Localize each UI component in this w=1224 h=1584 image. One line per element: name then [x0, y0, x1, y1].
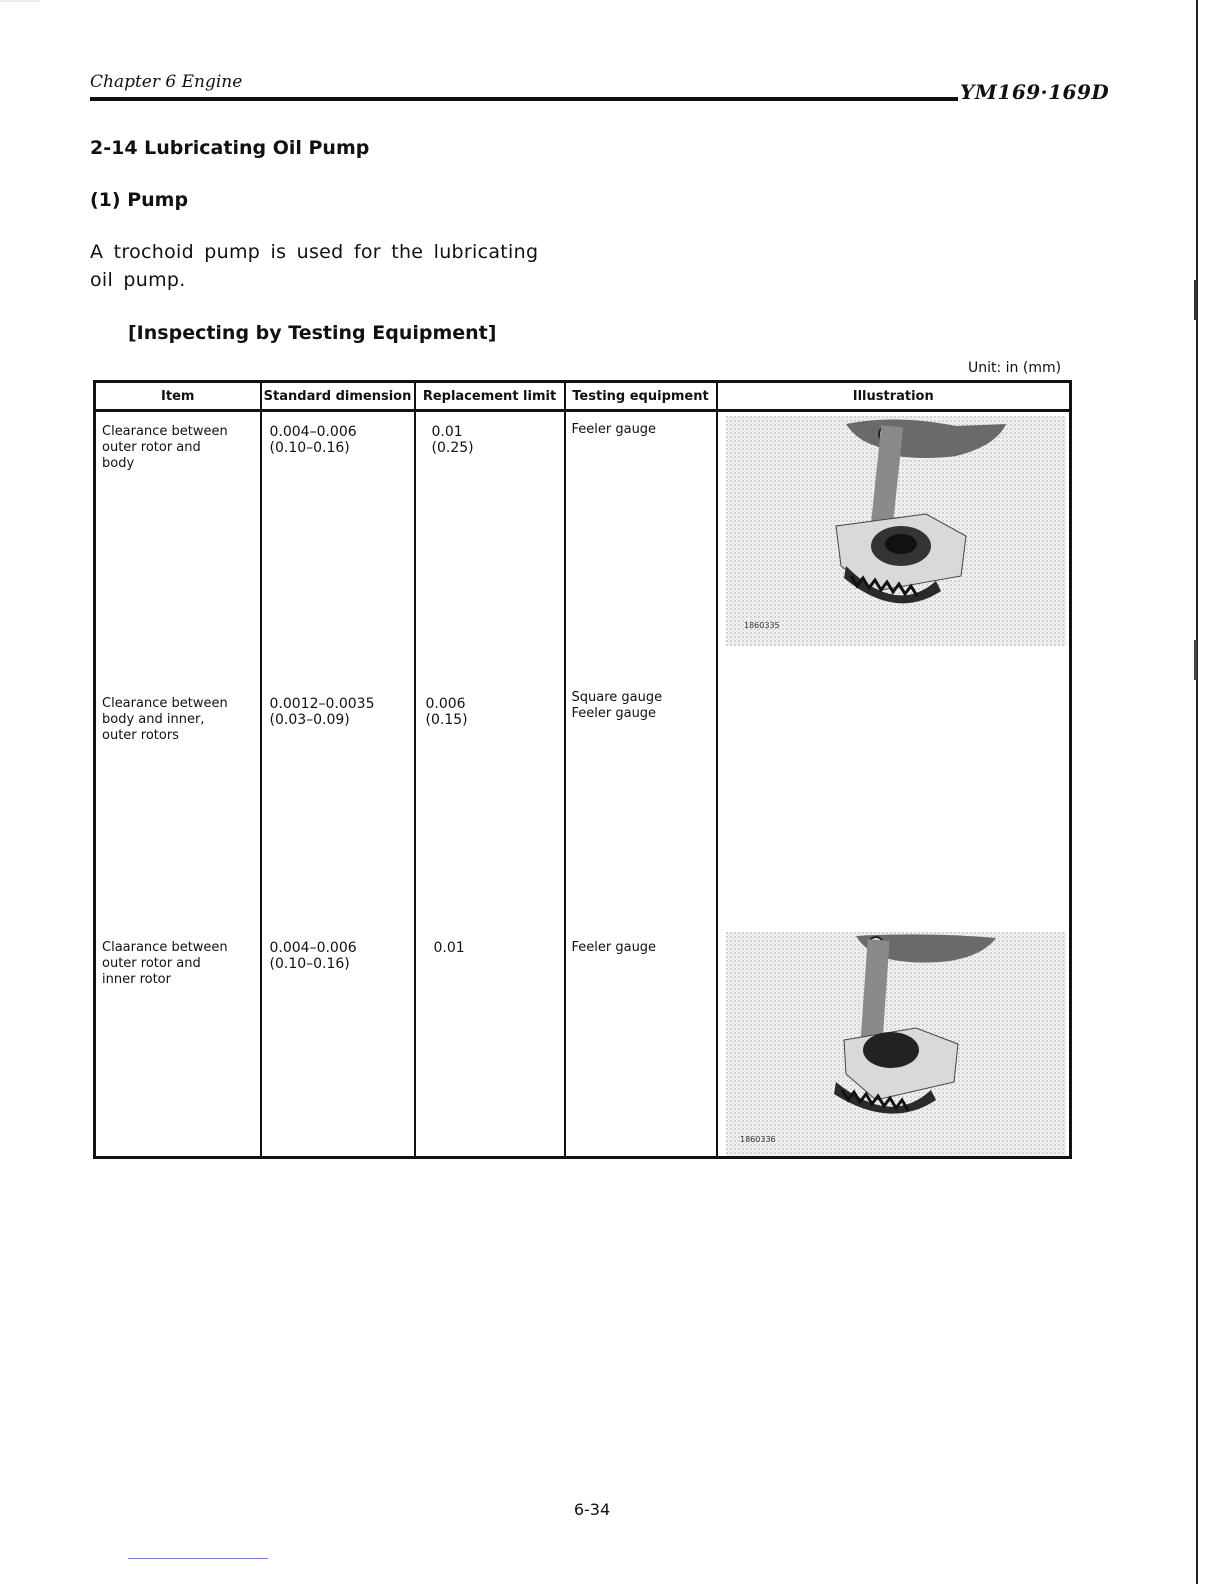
inspect-heading: [Inspecting by Testing Equipment] — [128, 322, 497, 344]
table-row — [95, 928, 1071, 1158]
model-header: YM169·169D — [960, 80, 1110, 104]
binding-mark — [1194, 280, 1197, 320]
limit-cell: 0.006 (0.15) — [425, 696, 468, 728]
equipment-cell: Feeler gauge — [571, 422, 657, 437]
standard-cell: 0.0012–0.0035 (0.03–0.09) — [269, 696, 375, 728]
scan-mark — [0, 0, 40, 2]
limit-cell: 0.01 — [433, 940, 465, 956]
limit-cell: 0.01 (0.25) — [431, 424, 474, 456]
photo-code: 1860335 — [743, 621, 780, 630]
col-header-limit: Replacement limit — [415, 382, 565, 411]
inspection-table — [93, 380, 1072, 1159]
table-header-row — [95, 382, 1071, 411]
photo-code: 1860336 — [739, 1135, 776, 1144]
equipment-cell: Feeler gauge — [571, 940, 657, 955]
page-edge-rule — [1196, 0, 1198, 1584]
standard-cell: 0.004–0.006 (0.10–0.16) — [269, 940, 357, 972]
pump-feeler-gauge-photo — [726, 416, 1066, 646]
col-header-item: Item — [95, 382, 261, 411]
table-row — [95, 684, 1071, 928]
illustration-empty-cell — [717, 684, 1071, 928]
item-cell: Clearance between outer rotor and body — [102, 424, 228, 471]
intro-paragraph: A trochoid pump is used for the lubricating oil pump. — [90, 241, 539, 291]
page-number: 6-34 — [573, 1500, 611, 1519]
chapter-header: Chapter 6 Engine — [90, 72, 243, 92]
col-header-equipment: Testing equipment — [565, 382, 717, 411]
standard-cell: 0.004–0.006 (0.10–0.16) — [269, 424, 357, 456]
header-rule — [90, 97, 958, 101]
rotor-feeler-gauge-photo — [726, 932, 1066, 1156]
binding-mark — [1194, 640, 1197, 680]
col-header-standard: Standard dimension — [261, 382, 415, 411]
equipment-cell: Square gauge Feeler gauge — [571, 690, 663, 721]
col-header-illustration: Illustration — [717, 382, 1071, 411]
section-title: 2-14 Lubricating Oil Pump — [90, 137, 370, 159]
item-cell: Claarance between outer rotor and inner rotor — [102, 940, 228, 987]
item-cell: Clearance between body and inner, outer rotors — [102, 696, 228, 743]
subsection-title: (1) Pump — [90, 189, 189, 211]
footer-rule — [128, 1558, 268, 1559]
table-row — [95, 411, 1071, 685]
unit-label: Unit: in (mm) — [968, 360, 1062, 376]
